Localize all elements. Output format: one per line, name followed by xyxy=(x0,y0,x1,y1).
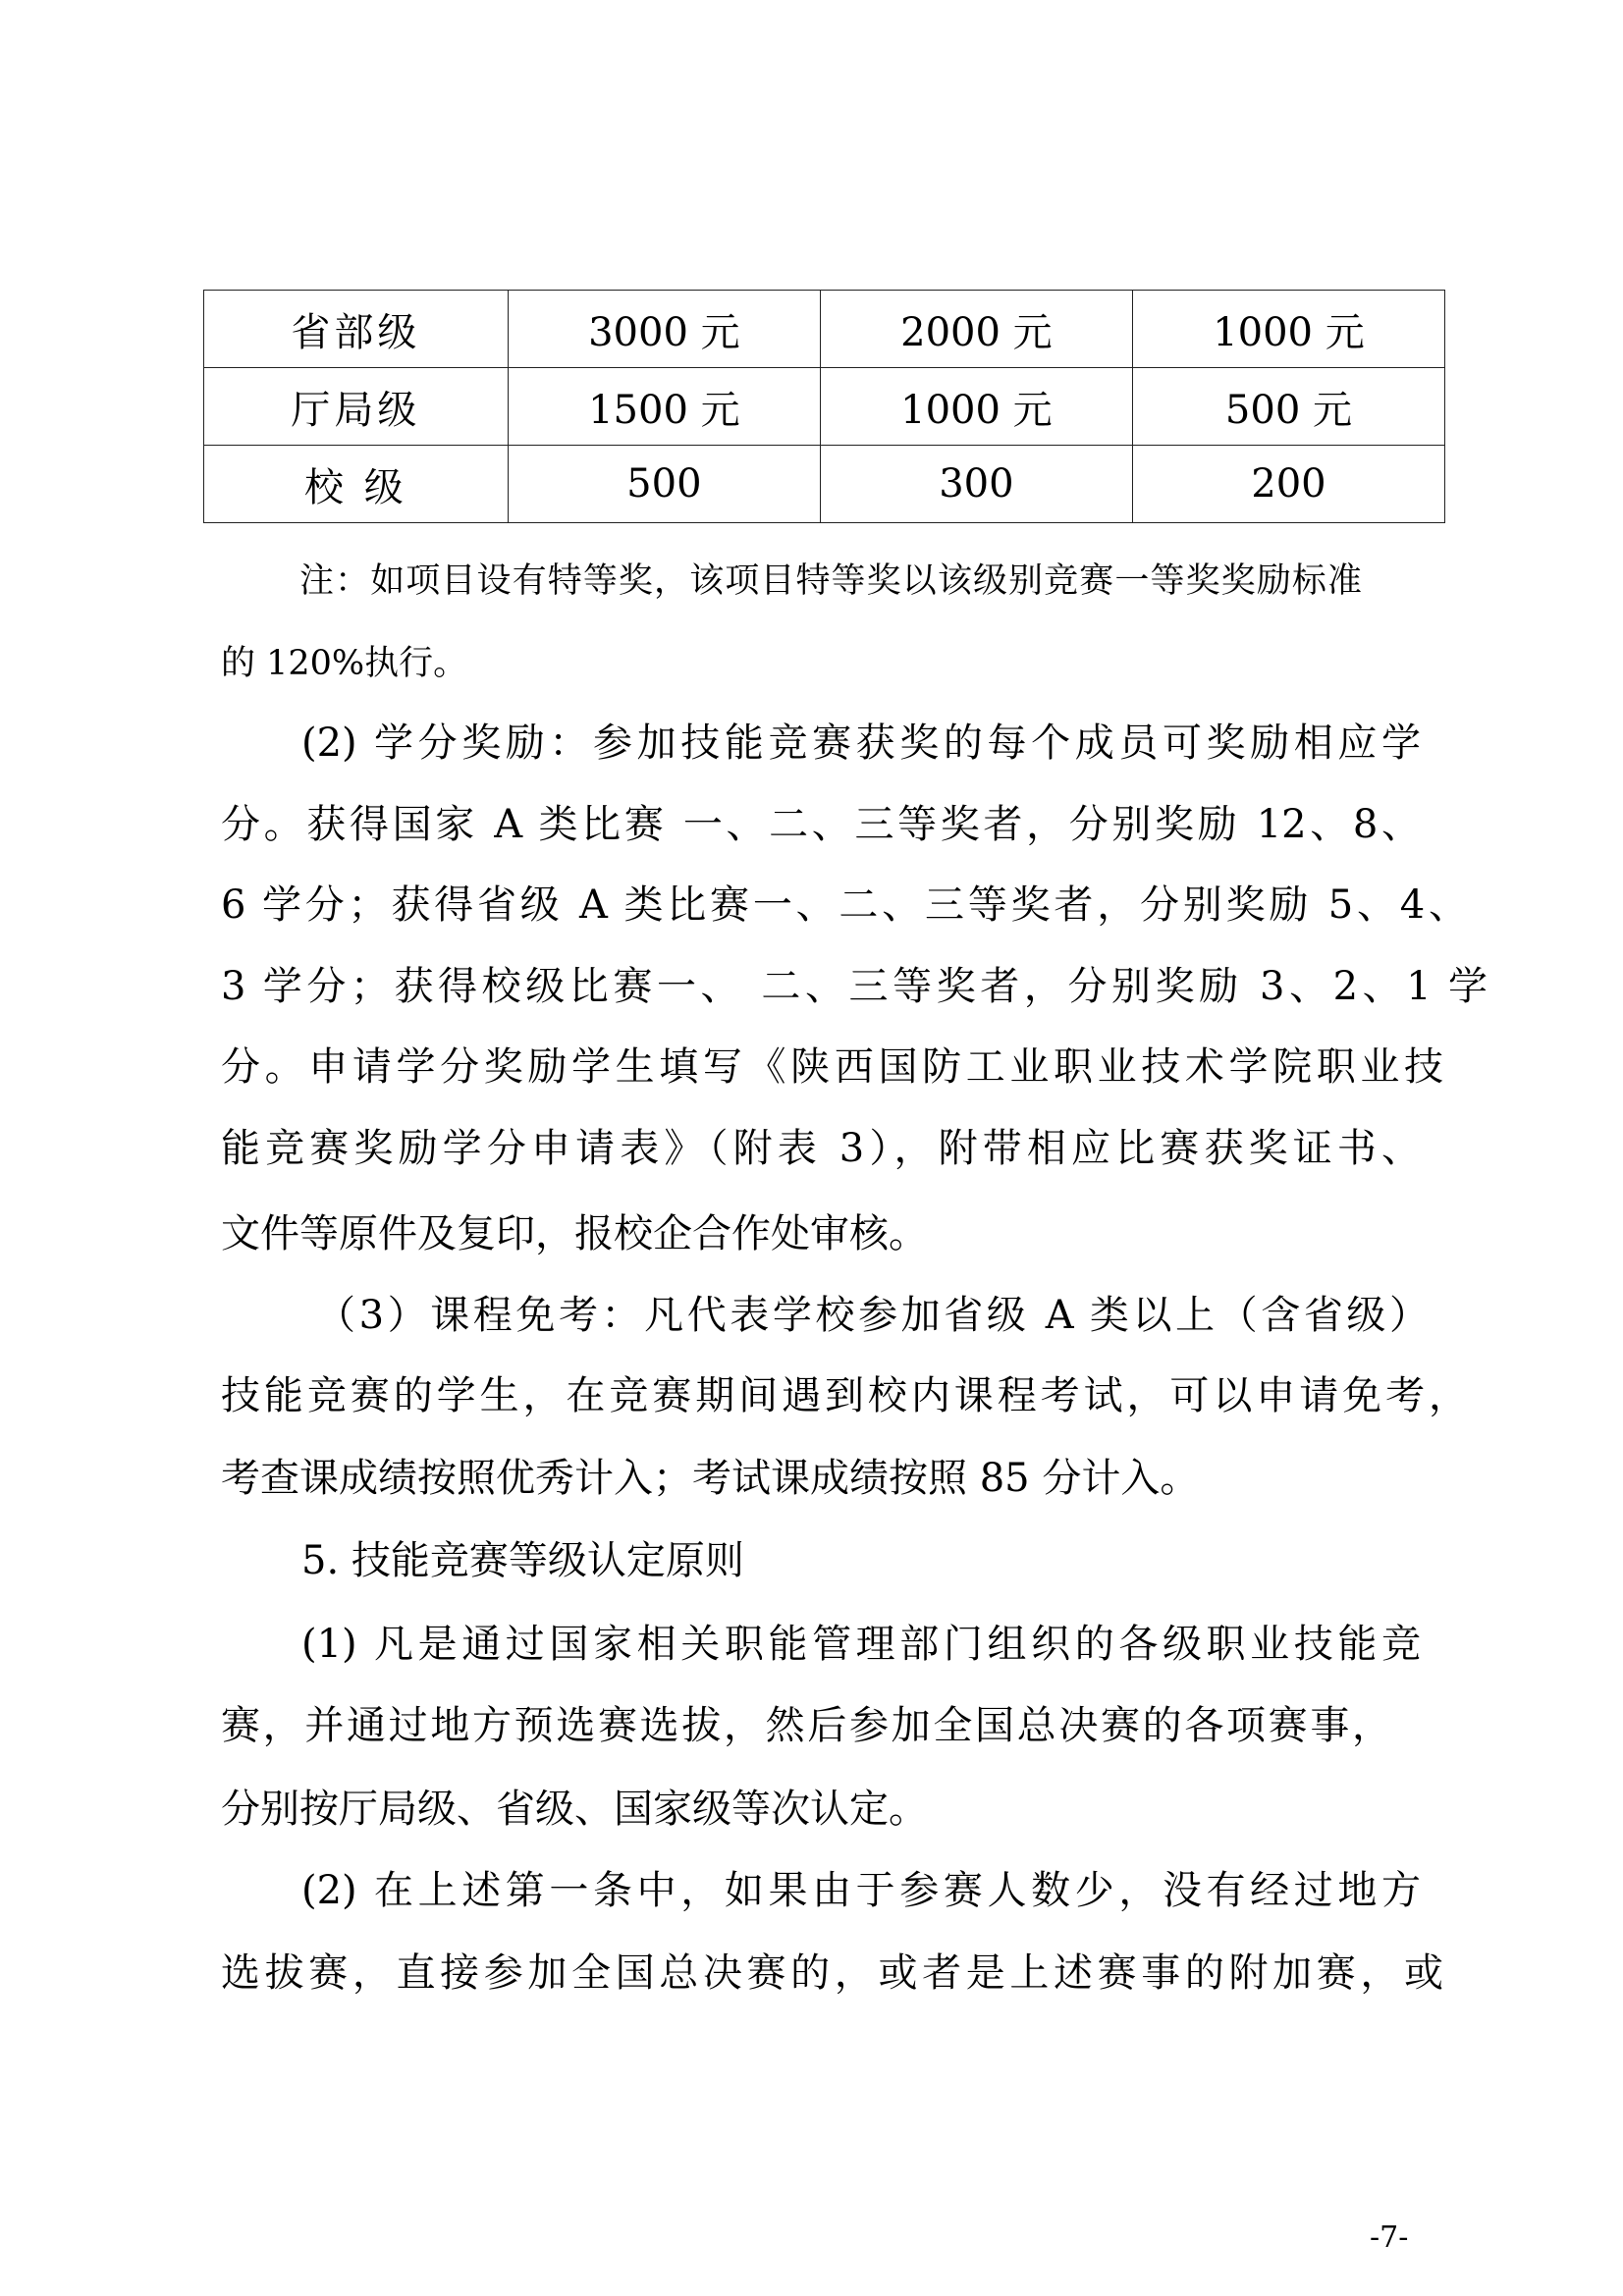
note-line: 注：如项目设有特等奖，该项目特等奖以该级别竞赛一等奖奖励标准 xyxy=(299,561,1362,601)
value-cell: 300 xyxy=(820,446,1132,523)
text-line: 考查课成绩按照优秀计入；考试课成绩按照 85 分计入。 xyxy=(221,1456,1200,1501)
text-line: 能竞赛奖励学分申请表》（附表 3），附带相应比赛获奖证书、 xyxy=(221,1126,1421,1171)
text-line: 文件等原件及复印，报校企合作处审核。 xyxy=(221,1211,928,1256)
table-row xyxy=(204,446,1445,523)
text-line: 3 学分；获得校级比赛一、 二、三等奖者，分别奖励 3、2、1 学 xyxy=(221,964,1488,1009)
value-cell: 200 xyxy=(1132,446,1444,523)
text-line: (2) 在上述第一条中，如果由于参赛人数少，没有经过地方 xyxy=(301,1868,1421,1913)
level-cell: 厅局级 xyxy=(204,368,509,446)
text-line: 分。申请学分奖励学生填写《陕西国防工业职业技术学院职业技 xyxy=(221,1044,1443,1090)
page-number: -7- xyxy=(1370,2220,1409,2255)
text-line: 赛，并通过地方预选赛选拔，然后参加全国总决赛的各项赛事， xyxy=(221,1703,1391,1748)
section-heading: 5. 技能竞赛等级认定原则 xyxy=(301,1538,744,1583)
text-line: 选拔赛，直接参加全国总决赛的，或者是上述赛事的附加赛，或 xyxy=(221,1950,1443,1996)
value-cell: 500 元 xyxy=(1132,368,1444,446)
text-line: 6 学分；获得省级 A 类比赛一、二、三等奖者，分别奖励 5、4、 xyxy=(221,882,1468,928)
text-line: 分别按厅局级、省级、国家级等次认定。 xyxy=(221,1787,928,1832)
value-cell: 1000 元 xyxy=(1132,291,1444,368)
value-cell: 2000 元 xyxy=(820,291,1132,368)
note-line: 的 120%执行。 xyxy=(221,644,468,683)
level-cell: 省部级 xyxy=(204,291,509,368)
value-cell: 1000 元 xyxy=(820,368,1132,446)
text-line: (1) 凡是通过国家相关职能管理部门组织的各级职业技能竞 xyxy=(301,1622,1421,1667)
value-cell: 3000 元 xyxy=(508,291,820,368)
text-line: (2) 学分奖励：参加技能竞赛获奖的每个成员可奖励相应学 xyxy=(301,721,1421,766)
value-cell: 500 xyxy=(508,446,820,523)
reward-table xyxy=(203,290,1445,523)
table-row xyxy=(204,368,1445,446)
value-cell: 1500 元 xyxy=(508,368,820,446)
text-line: 技能竞赛的学生，在竞赛期间遇到校内课程考试，可以申请免考， xyxy=(221,1373,1468,1418)
level-cell: 校 级 xyxy=(204,446,509,523)
text-line: （3）课程免考：凡代表学校参加省级 A 类以上（含省级） xyxy=(316,1293,1429,1338)
table-row xyxy=(204,291,1445,368)
text-line: 分。获得国家 A 类比赛 一、二、三等奖者，分别奖励 12、8、 xyxy=(221,802,1421,847)
